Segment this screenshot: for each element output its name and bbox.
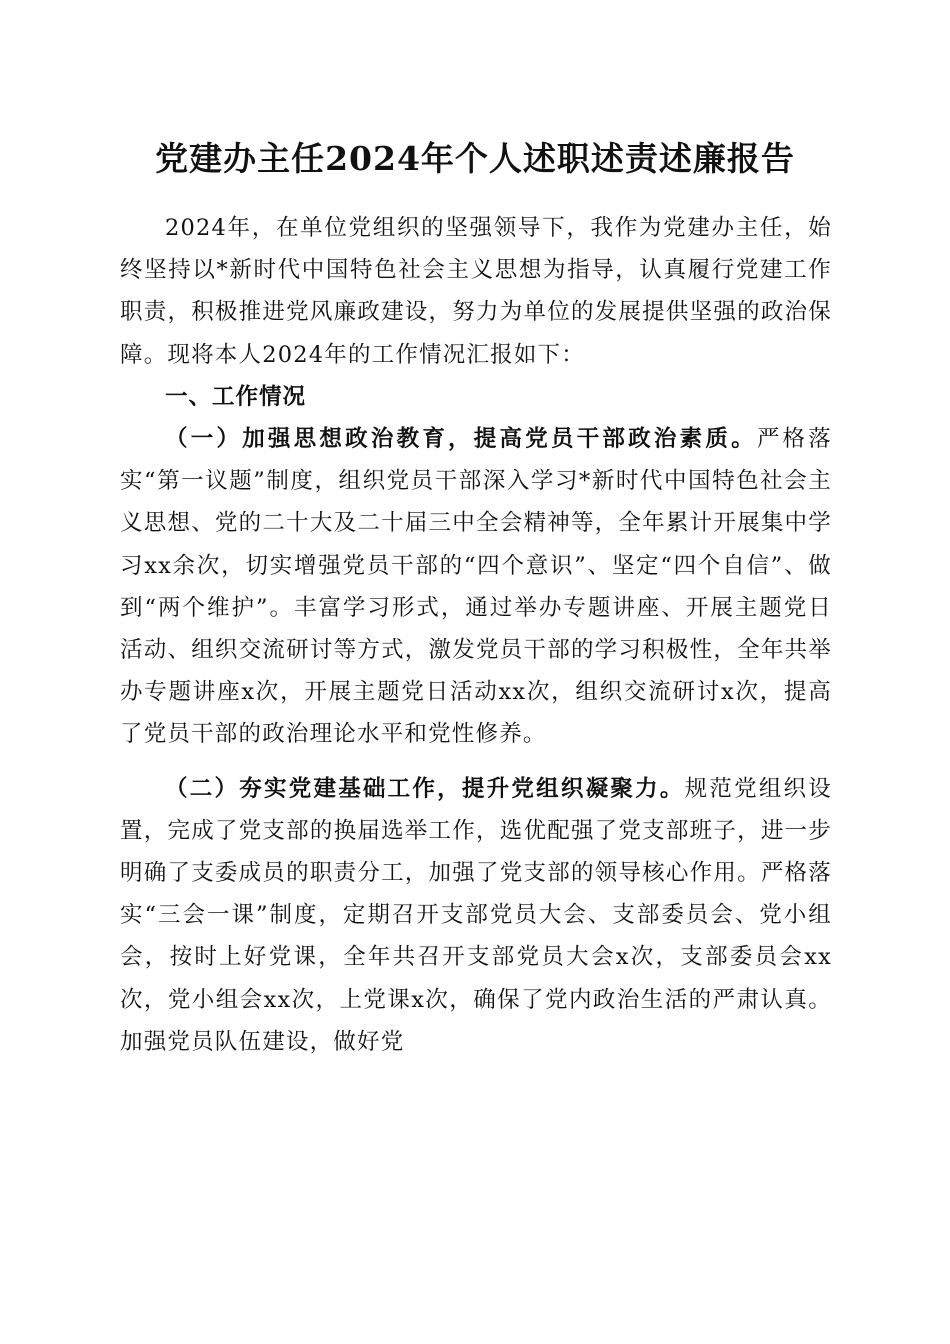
paragraph-gap	[120, 756, 832, 768]
item-2-body: 规范党组织设置，完成了党支部的换届选举工作，选优配强了党支部班子，进一步明确了支委成员的职责分工，加强了党支部的领导核心作用。严格落实“三会一课”制度，定期召开支部党员大会、支部委员会、党小组会，按时上好党课，全年共召开支部党员大会x次，支部委员会xx次，党小组会xx次，上党课x次，确保了党内政治生活的严肃认真。加强党员队伍建设，做好党	[120, 775, 833, 1055]
intro-paragraph: 2024年，在单位党组织的坚强领导下，我作为党建办主任，始终坚持以*新时代中国特色社会主义思想为指导，认真履行党建工作职责，积极推进党风廉政建设，努力为单位的发展提供坚强的政治保障。现将本人2024年的工作情况汇报如下：	[120, 215, 832, 368]
paragraph-item-1	[120, 418, 832, 756]
paragraph-item-2	[120, 768, 832, 1063]
section-heading-work-status: 一、工作情况	[165, 383, 307, 410]
document-title: 党建办主任2024年个人述职述责述廉报告	[155, 139, 795, 178]
item-2-lead: （二）夯实党建基础工作，提升党组织凝聚力。	[165, 775, 685, 802]
item-1-body: 严格落实“第一议题”制度，组织党员干部深入学习*新时代中国特色社会主义思想、党的二十大及二十届三中全会精神等，全年累计开展集中学习xx余次，切实增强党员干部的“四个意识”、坚定“四个自信”、做到“两个维护”。丰富学习形式，通过举办专题讲座、开展主题党日活动、组织交流研讨等方式，激发党员干部的学习积极性，全年共举办专题讲座x次，开展主题党日活动xx次，组织交流研讨x次，提高了党员干部的政治理论水平和党性修养。	[120, 426, 832, 748]
item-1-lead: （一）加强思想政治教育，提高党员干部政治素质。	[165, 426, 757, 453]
document-body	[120, 207, 832, 1063]
